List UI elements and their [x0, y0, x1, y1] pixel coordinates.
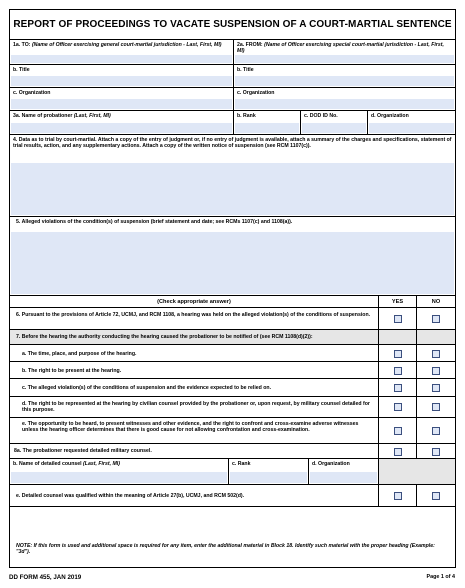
- row-5: [10, 216, 455, 295]
- no-header-cell: [416, 296, 455, 307]
- row-7: [10, 329, 455, 344]
- row-title: [10, 64, 455, 87]
- field-1c[interactable]: [10, 88, 233, 110]
- input-3a[interactable]: [11, 123, 232, 133]
- input-1c[interactable]: [11, 99, 232, 109]
- row-3: [10, 110, 455, 134]
- label-2b: b. Title: [237, 67, 254, 73]
- item-8a-text: 8a. The probationer requested detailed military counsel.: [14, 448, 152, 454]
- field-3a[interactable]: [10, 111, 233, 134]
- label-2a: 2a. FROM: (Name of Officer exercising special court-martial jurisdiction - Last, First, MI): [237, 42, 444, 55]
- input-3c[interactable]: [302, 123, 366, 133]
- item-6-yes-cell: [378, 308, 416, 329]
- item-7b-yes-checkbox[interactable]: [394, 367, 402, 375]
- item-8bcd-shaded-cell: [378, 459, 455, 484]
- row-organization: [10, 87, 455, 110]
- row-7d: [10, 396, 455, 417]
- item-8e-no-checkbox[interactable]: [432, 492, 440, 500]
- input-8c[interactable]: [230, 472, 307, 483]
- form-note: NOTE: If this form is used and additional space is required for any item, enter the additional material in Block 18. Identify such material with the proper heading (Example: "3d").: [16, 543, 435, 556]
- row-8bcd: [10, 458, 455, 484]
- field-1a[interactable]: [10, 40, 233, 64]
- item-7e-no-cell: [416, 418, 455, 443]
- page-number: Page 1 of 4: [426, 574, 455, 580]
- input-2c[interactable]: [235, 99, 454, 109]
- form-number: DD FORM 455, JAN 2019: [9, 574, 82, 581]
- item-7b-text: b. The right to be present at the hearing.: [22, 368, 122, 374]
- input-4[interactable]: [11, 163, 454, 215]
- item-8e-no-cell: [416, 485, 455, 506]
- row-1a-2a: [10, 40, 455, 64]
- item-7e-yes-cell: [378, 418, 416, 443]
- checklist-header-row: [10, 295, 455, 307]
- input-1a[interactable]: [11, 55, 232, 63]
- field-8c[interactable]: [228, 459, 308, 484]
- item-7d-no-cell: [416, 397, 455, 417]
- yes-header: YES: [391, 299, 404, 305]
- label-3b: b. Rank: [237, 113, 256, 119]
- row-7b: [10, 361, 455, 378]
- item-6-no-cell: [416, 308, 455, 329]
- row-8a: [10, 443, 455, 458]
- input-1b[interactable]: [11, 76, 232, 86]
- field-3b[interactable]: [233, 111, 300, 134]
- label-8b: b. Name of detailed counsel (Last, First, MI): [13, 461, 120, 467]
- item-8e-text: e. Detailed counsel was qualified within the meaning of Article 27(b), UCMJ, and RCM 502(d).: [16, 493, 245, 499]
- label-3c: c. DOD ID No.: [304, 113, 338, 119]
- label-2c: c. Organization: [237, 90, 275, 96]
- label-8d: d. Organization: [312, 461, 350, 467]
- field-1b[interactable]: [10, 65, 233, 87]
- field-4[interactable]: [10, 135, 455, 216]
- label-4: 4. Data as to trial by court-martial. Attach a copy of the entry of judgment or, if no entry of judgment is available, attach a summary of the charges and specifications, statement of trial results, action, and any supplementary actions. Attach a copy of the written notice of suspension (see RCM 1107(c)).: [13, 137, 452, 150]
- row-6: [10, 307, 455, 329]
- item-7b-yes-cell: [378, 362, 416, 378]
- label-5: 5. Alleged violations of the condition(s) of suspension (brief statement and date; see RCMs 1107(c) and 1108(a)).: [16, 219, 293, 225]
- yes-header-cell: [378, 296, 416, 307]
- no-header: NO: [431, 299, 441, 305]
- field-8b[interactable]: [10, 459, 228, 484]
- input-8d[interactable]: [310, 472, 377, 483]
- item-7c-no-checkbox[interactable]: [432, 384, 440, 392]
- input-3d[interactable]: [369, 123, 454, 133]
- item-7-no-cell: [416, 330, 455, 344]
- item-8e-yes-cell: [378, 485, 416, 506]
- item-8a-no-cell: [416, 444, 455, 458]
- item-8a-yes-cell: [378, 444, 416, 458]
- field-8d[interactable]: [308, 459, 378, 484]
- item-7d-yes-cell: [378, 397, 416, 417]
- item-7a-yes-cell: [378, 345, 416, 361]
- item-7c-yes-checkbox[interactable]: [394, 384, 402, 392]
- field-2c[interactable]: [233, 88, 455, 110]
- field-2a[interactable]: [233, 40, 455, 64]
- item-7c-yes-cell: [378, 379, 416, 396]
- item-7e-yes-checkbox[interactable]: [394, 427, 402, 435]
- item-7-yes-cell: [378, 330, 416, 344]
- label-1a: 1a. TO: (Name of Officer exercising general court-martial jurisdiction - Last, First, MI): [13, 42, 222, 48]
- item-7b-no-checkbox[interactable]: [432, 367, 440, 375]
- item-7e-text: e. The opportunity to be heard, to present witnesses and other evidence, and the right to confront and cross-examine adverse witnesses unless the hearing officer determines that there is good cause for not allowing confrontation and cross-examination.: [22, 421, 359, 434]
- field-3c[interactable]: [300, 111, 367, 134]
- item-8e-yes-checkbox[interactable]: [394, 492, 402, 500]
- input-2b[interactable]: [235, 76, 454, 86]
- item-7a-no-cell: [416, 345, 455, 361]
- item-8a-yes-checkbox[interactable]: [394, 448, 402, 456]
- item-6-no-checkbox[interactable]: [432, 315, 440, 323]
- item-7-text: 7. Before the hearing the authority conducting the hearing caused the probationer to be notified of (see RCM 1108(d)(2)):: [16, 334, 313, 340]
- field-3d[interactable]: [367, 111, 455, 134]
- item-6-text: 6. Pursuant to the provisions of Article 72, UCMJ, and RCM 1108, a hearing was held on the alleged violation(s) of the conditions of suspension.: [16, 312, 371, 318]
- check-appropriate-answer-label: (Check appropriate answer): [157, 299, 231, 305]
- row-8e: [10, 484, 455, 506]
- item-7a-text: a. The time, place, and purpose of the hearing.: [22, 351, 137, 357]
- row-7e: [10, 417, 455, 443]
- input-8b[interactable]: [11, 472, 227, 483]
- label-1c: c. Organization: [13, 90, 51, 96]
- form-title: REPORT OF PROCEEDINGS TO VACATE SUSPENSION OF A COURT-MARTIAL SENTENCE: [9, 9, 456, 39]
- input-2a[interactable]: [235, 55, 454, 63]
- row-4: [10, 134, 455, 216]
- item-6-yes-checkbox[interactable]: [394, 315, 402, 323]
- item-7c-no-cell: [416, 379, 455, 396]
- item-7a-yes-checkbox[interactable]: [394, 350, 402, 358]
- field-5[interactable]: [10, 217, 455, 295]
- label-3a: 3a. Name of probationer (Last, First, MI): [13, 113, 111, 119]
- input-3b[interactable]: [235, 123, 299, 133]
- label-1b: b. Title: [13, 67, 30, 73]
- item-7d-no-checkbox[interactable]: [432, 403, 440, 411]
- item-7e-no-checkbox[interactable]: [432, 427, 440, 435]
- field-2b[interactable]: [233, 65, 455, 87]
- item-7d-text: d. The right to be represented at the hearing by civilian counsel provided by the probationer or, upon request, by military counsel detailed for this purpose.: [22, 401, 370, 414]
- input-5[interactable]: [11, 232, 454, 294]
- row-7c: [10, 378, 455, 396]
- label-8c: c. Rank: [232, 461, 251, 467]
- item-7d-yes-checkbox[interactable]: [394, 403, 402, 411]
- item-8a-no-checkbox[interactable]: [432, 448, 440, 456]
- item-7b-no-cell: [416, 362, 455, 378]
- row-note: [10, 506, 455, 567]
- row-7a: [10, 344, 455, 361]
- item-7a-no-checkbox[interactable]: [432, 350, 440, 358]
- label-3d: d. Organization: [371, 113, 409, 119]
- form-body: [9, 39, 456, 568]
- item-7c-text: c. The alleged violation(s) of the conditions of suspension and the evidence expected to be relied on.: [22, 385, 272, 391]
